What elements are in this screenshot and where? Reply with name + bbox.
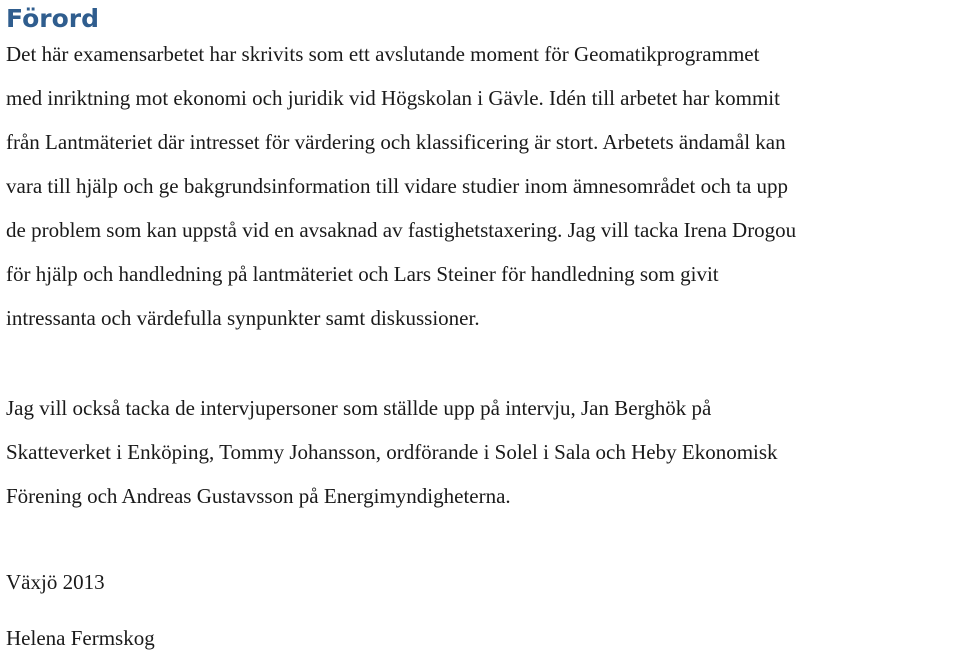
- paragraph-1: [6, 32, 796, 340]
- paragraph-2-line: Skatteverket i Enköping, Tommy Johansson, ordförande i Solel i Sala och Heby Ekonomisk: [6, 440, 778, 464]
- paragraph-1-line: med inriktning mot ekonomi och juridik vid Högskolan i Gävle. Idén till arbetet har kommit: [6, 86, 780, 110]
- paragraph-1-line: för hjälp och handledning på lantmäteriet och Lars Steiner för handledning som givit: [6, 262, 719, 286]
- paragraph-2: [6, 386, 778, 518]
- place-date: Växjö 2013: [6, 570, 105, 594]
- paragraph-1-line: vara till hjälp och ge bakgrundsinformation till vidare studier inom ämnesområdet och ta upp: [6, 174, 789, 198]
- paragraph-1-line: Det här examensarbetet har skrivits som ett avslutande moment för Geomatikprogrammet: [6, 42, 760, 66]
- paragraph-2-line: Jag vill också tacka de intervjupersoner som ställde upp på intervju, Jan Berghök på: [6, 396, 712, 420]
- paragraph-1-line: de problem som kan uppstå vid en avsaknad av fastighetstaxering. Jag vill tacka Irena Drogou: [6, 218, 797, 242]
- paragraph-1-line: från Lantmäteriet där intresset för värdering och klassificering är stort. Arbetets ändamål kan: [6, 130, 786, 154]
- paragraph-1-line: intressanta och värdefulla synpunkter samt diskussioner.: [6, 306, 480, 330]
- author-name: Helena Fermskog: [6, 626, 155, 650]
- section-heading: Förord: [6, 4, 99, 33]
- paragraph-2-line: Förening och Andreas Gustavsson på Energimyndigheterna.: [6, 484, 511, 508]
